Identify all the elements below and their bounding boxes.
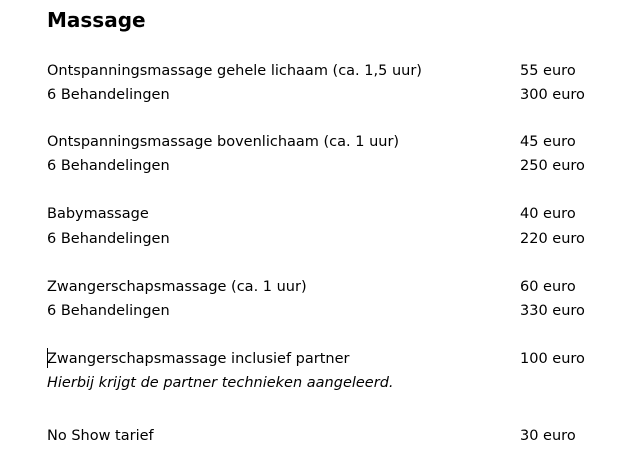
item-label: No Show tarief [47,428,154,444]
price-row-pregnancy-6 [47,300,607,322]
item-label: 6 Behandelingen [47,158,170,174]
item-price: 30 euro [520,428,576,444]
item-label: 6 Behandelingen [47,303,170,319]
item-price: 100 euro [520,351,585,367]
partner-note: Hierbij krijgt de partner technieken aangeleerd. [47,375,394,391]
item-price: 300 euro [520,87,585,103]
item-price: 250 euro [520,158,585,174]
price-row-full-body-6 [47,84,607,106]
item-label: Babymassage [47,206,149,222]
item-label: Zwangerschapsmassage (ca. 1 uur) [47,279,307,295]
item-price: 45 euro [520,134,576,150]
price-row-no-show [47,425,607,447]
price-row-pregnancy-partner [47,348,607,370]
item-price: 330 euro [520,303,585,319]
item-price: 220 euro [520,231,585,247]
item-label: 6 Behandelingen [47,87,170,103]
price-row-baby-6 [47,228,607,250]
price-row-baby [47,203,607,225]
item-label: Ontspanningsmassage bovenlichaam (ca. 1 uur) [47,134,400,150]
page-title: Massage [47,8,146,32]
item-price: 55 euro [520,63,576,79]
item-price: 60 euro [520,279,576,295]
item-label: 6 Behandelingen [47,231,170,247]
price-row-upper-body [47,131,607,153]
item-label: Zwangerschapsmassage inclusief partner [47,351,350,367]
item-price: 40 euro [520,206,576,222]
price-row-upper-body-6 [47,155,607,177]
partner-note-row [47,372,607,394]
price-row-full-body [47,60,607,82]
price-row-pregnancy [47,276,607,298]
item-label: Ontspanningsmassage gehele lichaam (ca. 1,5 uur) [47,63,422,79]
